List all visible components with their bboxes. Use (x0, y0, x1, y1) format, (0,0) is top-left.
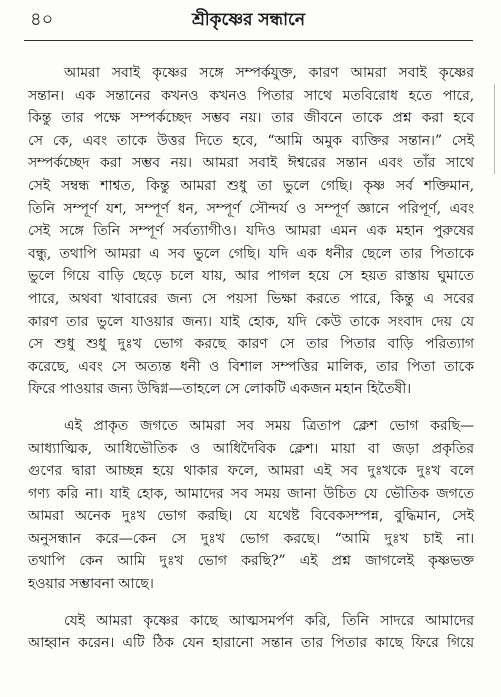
text-line: গুণের দ্বারা আচ্ছন্ন হয়ে থাকার ফলে, আমরা এই সব দুঃখকে দুঃখ বলে (28, 463, 474, 480)
text-line: এই প্রাকৃত জগতে আমরা সব সময় ত্রিতাপ ক্লেশ ভোগ করছি— (64, 417, 474, 434)
text-line: সেই সঙ্গে তিনি সম্পূর্ণ সর্বত্যাগীও। যদিও আমরা এমন এক মহান পুরুষের (28, 223, 474, 240)
text-line: ভুলে গিয়ে বাড়ি ছেড়ে চলে যায়, আর পাগল হয়ে সে হয়ত রাস্তায় ঘুমাতে (28, 268, 474, 285)
running-title: শ্রীকৃষ্ণের সন্ধানে (191, 10, 306, 30)
text-line: বন্ধু, তথাপি আমরা এ সব ভুলে গেছি। যদি এক ধনীর ছেলে তার পিতাকে (28, 245, 474, 262)
margin-pencil-mark (494, 84, 495, 174)
page-number: ৪০ (30, 9, 54, 30)
text-line: আমরা সবাই কৃষ্ণের সঙ্গে সম্পর্কযুক্ত, কারণ আমরা সবাই কৃষ্ণের (64, 65, 474, 81)
text-line: আহ্বান করেন। এটি ঠিক যেন হারানো সন্তান তার পিতার কাছে ফিরে গিয়ে (28, 635, 474, 652)
text-line: তিনি সম্পূর্ণ যশ, সম্পূর্ণ ধন, সম্পূর্ণ সৌন্দর্য ও সম্পূর্ণ জ্ঞানে পরিপূর্ণ, এবং (28, 200, 474, 217)
text-line: আধ্যাত্মিক, আধিভৌতিক ও আধিদৈবিক ক্লেশ। মায়া বা জড়া প্রকৃতির (28, 440, 474, 457)
paragraph-3 (28, 610, 474, 655)
text-line: হওয়ার সম্ভাবনা আছে। (28, 576, 154, 593)
text-line: আমরা অনেক দুঃখ ভোগ করছি। যে যথেষ্ট বিবেকসম্পন্ন, বুদ্ধিমান, সেই (28, 508, 474, 525)
body-text (28, 62, 474, 669)
text-line: গণ্য করি না। যাই হোক, আমাদের সব সময় জানা উচিত যে ভৌতিক জগতে (28, 485, 474, 502)
paragraph-2 (28, 415, 474, 596)
text-line: তথাপি কেন আমি দুঃখ ভোগ করছি?” এই প্রশ্ন জাগলেই কৃষ্ণভক্ত (28, 553, 474, 570)
text-line: কারণ তার ভুলে যাওয়ার জন্য। যাই হোক, যদি কেউ তাকে সংবাদ দেয় যে (28, 313, 474, 330)
text-line: সে কে, এবং তাকে উত্তর দিতে হবে, “আমি অমুক ব্যক্তির সন্তান।” সেই (28, 132, 474, 149)
paragraph-1 (28, 62, 474, 401)
text-line: সে শুধু শুধু দুঃখ ভোগ করছে কারণ সে তার পিতার বাড়ি পরিত্যাগ (28, 336, 474, 353)
text-line: করেছে, এবং সে অত্যন্ত ধনী ও বিশাল সম্পত্তির মালিক, তার পিতা তাকে (28, 358, 474, 375)
text-line: ফিরে পাওয়ার জন্য উদ্বিগ্ন—তাহলে সে লোকটি একজন মহান হিতৈষী। (28, 381, 412, 398)
text-line: সন্তান। এক সন্তানের কখনও কখনও পিতার সাথে মতবিরোধ হতে পারে, (28, 87, 474, 104)
text-line: পারে, অথবা খাবারের জন্য সে পয়সা ভিক্ষা করতে পারে, কিন্তু এ সবের (28, 290, 474, 307)
page-header (18, 8, 479, 34)
text-line: সেই সম্বন্ধ শাশ্বত, কিন্তু আমরা শুধু তা ভুলে গেছি। কৃষ্ণ সর্ব শক্তিমান, (28, 177, 474, 194)
text-line: অনুসন্ধান করে—কেন সে দুঃখ ভোগ করছে। “আমি দুঃখ চাই না। (28, 530, 474, 547)
text-line: কিন্তু তার পক্ষে সম্পর্কচ্ছেদ সম্ভব নয়। তার জীবনে তাকে প্রশ্ন করা হবে (28, 110, 474, 127)
text-line: যেই আমরা কৃষ্ণের কাছে আত্মসমর্পণ করি, তিনি সাদরে আমাদের (64, 612, 474, 629)
header-divider (24, 40, 473, 41)
text-line: সম্পর্কচ্ছেদ করা সম্ভব নয়। আমরা সবাই ঈশ্বরের সন্তান এবং তাঁর সাথে (28, 155, 474, 172)
